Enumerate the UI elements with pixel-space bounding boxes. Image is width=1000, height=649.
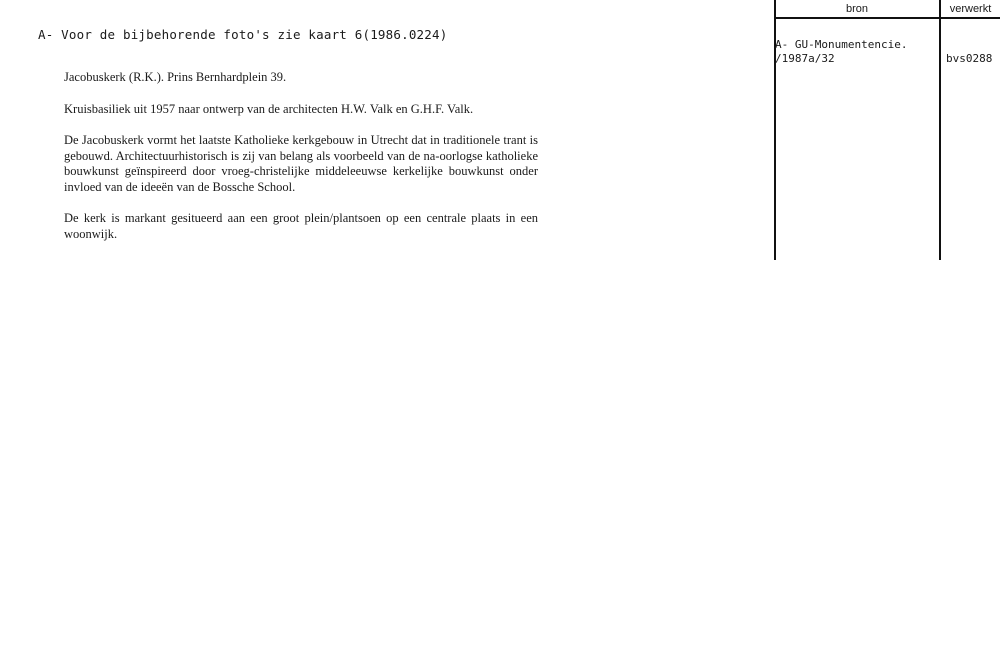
column-header-verwerkt: verwerkt	[949, 3, 992, 15]
column-header-bron: bron	[845, 3, 869, 15]
paragraph-significance: De Jacobuskerk vormt het laatste Katholieke kerkgebouw in Utrecht dat in traditionele trant is gebouwd. Architectuurhistorisch is zij van belang als voorbeeld van de na-oorlogse katholieke bouwkunst geïnspireerd door vroeg-christelijke middeleeuwse kerkelijke bouwkunst onder invloed van de ideeën van de Bossche School.	[64, 133, 538, 194]
paragraph-title: Jacobuskerk (R.K.). Prins Bernhardplein 39.	[64, 70, 287, 84]
paragraph-construction: Kruisbasiliek uit 1957 naar ontwerp van de architecten H.W. Valk en G.H.F. Valk.	[64, 102, 474, 116]
paragraph-location: De kerk is markant gesitueerd aan een groot plein/plantsoen op een centrale plaats in een woonwijk.	[64, 211, 538, 241]
processed-code: bvs0288	[946, 52, 993, 65]
table-column-divider	[939, 0, 941, 260]
source-reference-line1: A- GU-Monumentencie.	[775, 38, 908, 51]
photo-reference-line: A- Voor de bijbehorende foto's zie kaart 6(1986.0224)	[38, 27, 448, 42]
table-header-rule	[774, 17, 1000, 19]
source-reference-line2: /1987a/32	[775, 52, 835, 65]
